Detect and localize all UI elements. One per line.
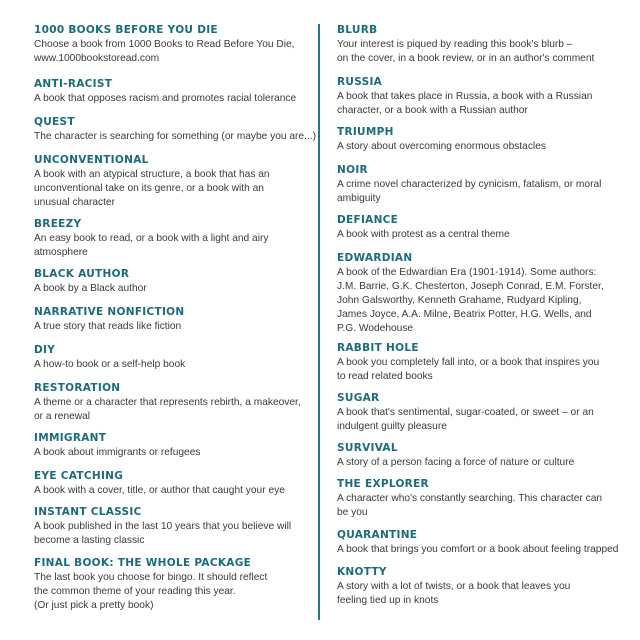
category-entry xyxy=(337,342,619,384)
category-description: Your interest is piqued by reading this book's blurb – on the cover, in a book review, or in an author's comment xyxy=(337,39,595,64)
column-divider xyxy=(318,24,320,620)
category-entry xyxy=(34,116,316,144)
category-description: A story with a lot of twists, or a book that leaves you feeling tied up in knots xyxy=(337,581,571,606)
category-term: EDWARDIAN xyxy=(337,252,413,264)
category-term: IMMIGRANT xyxy=(34,432,107,444)
category-description: A book that takes place in Russia, a book with a Russian character, or a book with a Russian author xyxy=(337,91,593,116)
category-term: KNOTTY xyxy=(337,566,387,578)
category-description: A how-to book or a self-help book xyxy=(34,359,186,370)
category-term: TRIUMPH xyxy=(337,126,394,138)
category-entry xyxy=(337,252,619,336)
category-entry xyxy=(337,566,619,608)
category-entry xyxy=(34,470,316,498)
category-entry xyxy=(34,78,316,106)
category-entry xyxy=(34,218,316,260)
category-entry xyxy=(337,24,619,66)
category-description: A book that brings you comfort or a book about feeling trapped xyxy=(337,544,619,555)
category-description: A theme or a character that represents rebirth, a makeover, or a renewal xyxy=(34,397,301,422)
category-term: INSTANT CLASSIC xyxy=(34,506,142,518)
category-description: A book by a Black author xyxy=(34,283,147,294)
category-entry xyxy=(34,506,316,548)
category-description: A book with an atypical structure, a book that has an unconventional take on its genre, or a book with an unusual character xyxy=(34,169,270,208)
category-term: QUARANTINE xyxy=(337,529,418,541)
category-description: A story of a person facing a force of nature or culture xyxy=(337,457,575,468)
category-term: QUEST xyxy=(34,116,75,128)
category-entry xyxy=(34,306,316,334)
category-term: EYE CATCHING xyxy=(34,470,124,482)
category-entry xyxy=(34,268,316,296)
category-description: A story about overcoming enormous obstacles xyxy=(337,141,546,152)
category-entry xyxy=(34,432,316,460)
category-description: The character is searching for something (or maybe you are...) xyxy=(34,131,316,142)
category-term: THE EXPLORER xyxy=(337,478,429,490)
category-term: BLURB xyxy=(337,24,378,36)
category-description: A character who's constantly searching. This character can be you xyxy=(337,493,603,518)
category-entry xyxy=(337,214,619,242)
category-term: ANTI-RACIST xyxy=(34,78,113,90)
category-description: A book of the Edwardian Era (1901-1914). Some authors: J.M. Barrie, G.K. Chesterton, Joseph Conrad, E.M. Forster, John Galsworthy, Kenneth Grahame, Rudyard Kipling, James Joyce, A.A. Milne, Beatrix Potter, H.G. Wells, and P.G. Wodehouse xyxy=(337,267,604,334)
category-entry xyxy=(34,557,316,613)
category-term: DIY xyxy=(34,344,56,356)
category-description: The last book you choose for bingo. It should reflect the common theme of your reading this year. (Or just pick a pretty book) xyxy=(34,572,268,611)
category-description: A true story that reads like fiction xyxy=(34,321,182,332)
category-description: A book that's sentimental, sugar-coated, or sweet – or an indulgent guilty pleasure xyxy=(337,407,594,432)
category-term: SUGAR xyxy=(337,392,380,404)
category-description: A book about immigrants or refugees xyxy=(34,447,201,458)
category-entry xyxy=(337,529,619,557)
category-description: An easy book to read, or a book with a light and airy atmosphere xyxy=(34,233,269,258)
category-term: NOIR xyxy=(337,164,368,176)
category-entry xyxy=(34,344,316,372)
category-entry xyxy=(337,392,619,434)
category-description: A book that opposes racism and promotes racial tolerance xyxy=(34,93,297,104)
category-term: BREEZY xyxy=(34,218,82,230)
category-term: DEFIANCE xyxy=(337,214,399,226)
category-term: SURVIVAL xyxy=(337,442,398,454)
category-term: RABBIT HOLE xyxy=(337,342,419,354)
category-description: A book with a cover, title, or author that caught your eye xyxy=(34,485,285,496)
category-entry xyxy=(34,24,316,66)
category-entry xyxy=(337,126,619,154)
category-entry xyxy=(337,478,619,520)
category-entry xyxy=(34,154,316,210)
category-entry xyxy=(337,442,619,470)
category-description: A book published in the last 10 years that you believe will become a lasting classic xyxy=(34,521,292,546)
category-description: A book you completely fall into, or a book that inspires you to read related books xyxy=(337,357,600,382)
category-term: UNCONVENTIONAL xyxy=(34,154,149,166)
category-description: A crime novel characterized by cynicism, fatalism, or moral ambiguity xyxy=(337,179,602,204)
category-description: Choose a book from 1000 Books to Read Before You Die, www.1000bookstoread.com xyxy=(34,39,295,64)
category-entry xyxy=(34,382,316,424)
category-description: A book with protest as a central theme xyxy=(337,229,510,240)
category-entry xyxy=(337,76,619,118)
category-term: 1000 BOOKS BEFORE YOU DIE xyxy=(34,24,218,36)
category-entry xyxy=(337,164,619,206)
category-term: BLACK AUTHOR xyxy=(34,268,130,280)
category-term: RUSSIA xyxy=(337,76,383,88)
category-term: RESTORATION xyxy=(34,382,121,394)
category-term: NARRATIVE NONFICTION xyxy=(34,306,185,318)
category-term: FINAL BOOK: THE WHOLE PACKAGE xyxy=(34,557,252,569)
